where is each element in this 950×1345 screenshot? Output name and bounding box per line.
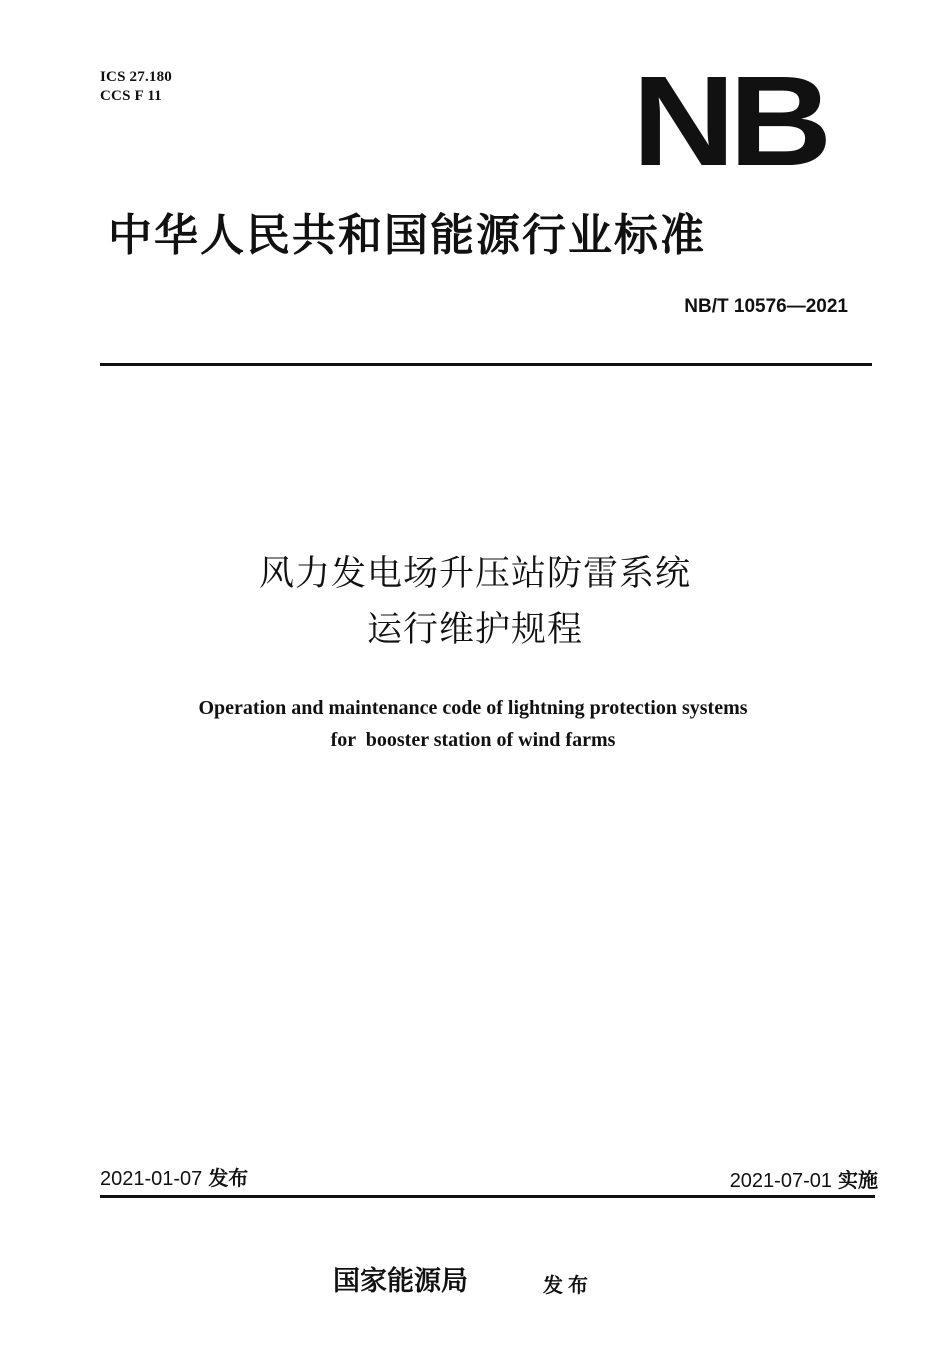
- footer-divider: [100, 1195, 875, 1198]
- header-divider: [100, 363, 872, 366]
- implementation-date-block: [730, 1168, 878, 1194]
- implementation-label: 实施: [838, 1170, 878, 1192]
- standard-number: NB/T 10576—2021: [684, 296, 848, 317]
- nb-logo: NB: [632, 50, 826, 193]
- classification-codes: [100, 68, 172, 106]
- publish-label: 发布: [543, 1273, 593, 1297]
- english-title-line-1: Operation and maintenance code of lightning protection systems: [198, 697, 748, 719]
- chinese-title-line-2: 运行维护规程: [366, 610, 583, 650]
- ccs-code: CCS F 11: [100, 88, 162, 104]
- issue-label: 发布: [208, 1168, 249, 1190]
- industry-standard-title: 中华人民共和国能源行业标准: [108, 210, 706, 261]
- issue-date: 2021-01-07: [100, 1168, 203, 1190]
- issue-date-block: [100, 1166, 248, 1192]
- implementation-date: 2021-07-01: [729, 1170, 832, 1192]
- publisher-name: 国家能源局: [333, 1266, 468, 1297]
- english-title-line-2: for booster station of wind farms: [330, 729, 616, 751]
- ics-code: ICS 27.180: [100, 69, 173, 85]
- chinese-title-line-1: 风力发电场升压站防雷系统: [258, 554, 691, 594]
